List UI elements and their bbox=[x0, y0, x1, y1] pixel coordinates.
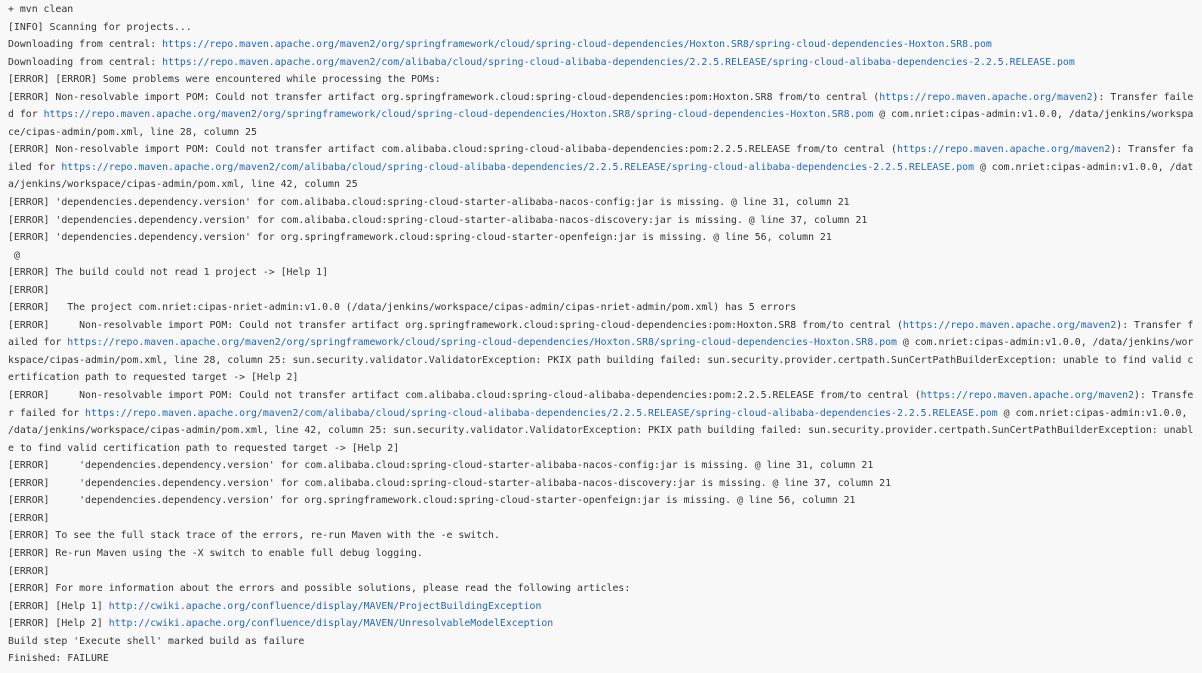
console-link[interactable]: https://repo.maven.apache.org/maven2/com/alibaba/cloud/spring-cloud-alibaba-dependencies/2.2.5.RELEASE/spring-cloud-alibaba-dependencies-2.2.5.RELEASE.pom bbox=[61, 161, 975, 173]
console-link[interactable]: https://repo.maven.apache.org/maven2/org/springframework/cloud/spring-cloud-dependencies/Hoxton.SR8/spring-cloud-dependencies-Hoxton.SR8.pom bbox=[67, 337, 897, 349]
console-text: ): Transfer failed for bbox=[8, 144, 1194, 173]
console-text: [ERROR] bbox=[8, 565, 50, 577]
console-text: ): Transfer failed for bbox=[8, 390, 1194, 419]
console-text: [ERROR] To see the full stack trace of the errors, re-run Maven with the -e switch. bbox=[8, 530, 500, 542]
console-text: ): Transfer failed for bbox=[8, 91, 1194, 121]
console-line bbox=[8, 194, 1194, 212]
console-text: [ERROR] 'dependencies.dependency.version' for org.springframework.cloud:spring-cloud-starter-openfeign:jar is missing. @ line 56, column 21 bbox=[8, 232, 832, 244]
console-line bbox=[8, 510, 1194, 528]
console-line bbox=[8, 264, 1194, 282]
console-text: [ERROR] 'dependencies.dependency.version' for com.alibaba.cloud:spring-cloud-starter-alibaba-nacos-config:jar is missing. @ line 31, column 21 bbox=[8, 197, 850, 209]
console-text: [ERROR] [Help 1] bbox=[8, 600, 109, 612]
console-line bbox=[8, 457, 1194, 475]
console-text: [ERROR] Non-resolvable import POM: Could not transfer artifact org.springframework.cloud:spring-cloud-dependencies:pom:Hoxton.SR8 from/to central ( bbox=[8, 91, 880, 103]
console-link[interactable]: https://repo.maven.apache.org/maven2 bbox=[879, 91, 1093, 103]
console-link[interactable]: https://repo.maven.apache.org/maven2 bbox=[902, 319, 1117, 331]
console-text: [ERROR] Re-run Maven using the -X switch to enable full debug logging. bbox=[8, 547, 423, 559]
console-line bbox=[8, 633, 1194, 651]
console-line bbox=[8, 36, 1194, 54]
console-line bbox=[8, 19, 1194, 37]
console-text: [ERROR] 'dependencies.dependency.version' for org.springframework.cloud:spring-cloud-starter-openfeign:jar is missing. @ line 56, column 21 bbox=[8, 495, 856, 507]
console-line bbox=[8, 54, 1194, 72]
console-text: [ERROR] The project com.nriet:cipas-nriet-admin:v1.0.0 (/data/jenkins/workspace/cipas-admin/cipas-nriet-admin/pom.xml) has 5 errors bbox=[8, 302, 797, 314]
console-line bbox=[8, 317, 1194, 387]
console-line bbox=[8, 527, 1194, 545]
console-text: [ERROR] [ERROR] Some problems were encountered while processing the POMs: bbox=[8, 74, 441, 86]
console-line bbox=[8, 475, 1194, 493]
console-text: [ERROR] [Help 2] bbox=[8, 618, 109, 630]
console-link[interactable]: http://cwiki.apache.org/confluence/display/MAVEN/ProjectBuildingException bbox=[108, 600, 542, 612]
console-text: + mvn clean bbox=[8, 4, 74, 15]
console-line bbox=[8, 247, 1194, 265]
console-text: [ERROR] bbox=[8, 512, 50, 524]
console-line bbox=[8, 141, 1194, 194]
console-line bbox=[8, 545, 1194, 563]
console-link[interactable]: https://repo.maven.apache.org/maven2/org/springframework/cloud/spring-cloud-dependencies/Hoxton.SR8/spring-cloud-dependencies-Hoxton.SR8.pom bbox=[162, 39, 992, 51]
console-line bbox=[8, 563, 1194, 581]
console-link[interactable]: https://repo.maven.apache.org/maven2 bbox=[896, 144, 1111, 156]
console-text: [ERROR] Non-resolvable import POM: Could not transfer artifact org.springframework.cloud:spring-cloud-dependencies:pom:Hoxton.SR8 from/to central ( bbox=[8, 319, 903, 331]
console-line bbox=[8, 282, 1194, 300]
console-line bbox=[8, 1, 1194, 19]
console-line bbox=[8, 229, 1194, 247]
console-link[interactable]: https://repo.maven.apache.org/maven2/com/alibaba/cloud/spring-cloud-alibaba-dependencies/2.2.5.RELEASE/spring-cloud-alibaba-dependencies-2.2.5.RELEASE.pom bbox=[162, 56, 1075, 68]
console-line bbox=[8, 212, 1194, 230]
console-text: [INFO] Scanning for projects... bbox=[8, 21, 192, 33]
console-text: Downloading from central: bbox=[8, 39, 163, 51]
console-text: [ERROR] For more information about the errors and possible solutions, please read the following articles: bbox=[8, 583, 631, 595]
console-text: [ERROR] bbox=[8, 284, 50, 296]
console-text: @ com.nriet:cipas-admin:v1.0.0, /data/jenkins/workspace/cipas-admin/pom.xml, line 42, column 25: sun.security.validator.ValidatorException: PKIX path building failed: sun.security.provider.certpath.SunCertPathBuilderException: unable to find valid certification path to requested target -> [Help 2] bbox=[8, 407, 1194, 454]
console-line bbox=[8, 615, 1194, 633]
console-line bbox=[8, 650, 1194, 668]
console-text: Build step 'Execute shell' marked build as failure bbox=[8, 635, 305, 647]
console-text: [ERROR] 'dependencies.dependency.version' for com.alibaba.cloud:spring-cloud-starter-alibaba-nacos-discovery:jar is missing. @ line 37, column 21 bbox=[8, 477, 892, 489]
console-line bbox=[8, 89, 1194, 142]
console-text: @ com.nriet:cipas-admin:v1.0.0, /data/jenkins/workspace/cipas-admin/pom.xml, line 42, column 25 bbox=[8, 161, 1194, 191]
console-text: [ERROR] Non-resolvable import POM: Could not transfer artifact com.alibaba.cloud:spring-cloud-alibaba-dependencies:pom:2.2.5.RELEASE from/to central ( bbox=[8, 390, 921, 402]
console-line bbox=[8, 299, 1194, 317]
console-text: [ERROR] 'dependencies.dependency.version' for com.alibaba.cloud:spring-cloud-starter-alibaba-nacos-config:jar is missing. @ line 31, column 21 bbox=[8, 460, 874, 472]
console-link[interactable]: https://repo.maven.apache.org/maven2/org/springframework/cloud/spring-cloud-dependencies/Hoxton.SR8/spring-cloud-dependencies-Hoxton.SR8.pom bbox=[43, 109, 874, 121]
console-text: Downloading from central: bbox=[8, 56, 163, 68]
console-link[interactable]: https://repo.maven.apache.org/maven2/com/alibaba/cloud/spring-cloud-alibaba-dependencies/2.2.5.RELEASE/spring-cloud-alibaba-dependencies-2.2.5.RELEASE.pom bbox=[85, 407, 998, 419]
console-text: @ com.nriet:cipas-admin:v1.0.0, /data/jenkins/workspace/cipas-admin/pom.xml, line 28, column 25: sun.security.validator.ValidatorException: PKIX path building failed: sun.security.provider.certpath.SunCertPathBuilderException: unable to find valid certification path to requested target -> [Help 2] bbox=[8, 337, 1194, 384]
console-line bbox=[8, 71, 1194, 89]
console-text: ): Transfer failed for bbox=[8, 319, 1194, 349]
console-line bbox=[8, 598, 1194, 616]
console-link[interactable]: http://cwiki.apache.org/confluence/display/MAVEN/UnresolvableModelException bbox=[108, 618, 554, 630]
console-text: [ERROR] The build could not read 1 project -> [Help 1] bbox=[8, 267, 329, 279]
console-line bbox=[8, 580, 1194, 598]
console-link[interactable]: https://repo.maven.apache.org/maven2 bbox=[920, 390, 1135, 402]
console-text: [ERROR] 'dependencies.dependency.version' for com.alibaba.cloud:spring-cloud-starter-alibaba-nacos-discovery:jar is missing. @ line 37, column 21 bbox=[8, 214, 868, 226]
console-text: Finished: FAILURE bbox=[8, 653, 109, 665]
console-text: [ERROR] Non-resolvable import POM: Could not transfer artifact com.alibaba.cloud:spring-cloud-alibaba-dependencies:pom:2.2.5.RELEASE from/to central ( bbox=[8, 144, 897, 156]
console-line bbox=[8, 492, 1194, 510]
console-line bbox=[8, 387, 1194, 457]
console-text: @ com.nriet:cipas-admin:v1.0.0, /data/jenkins/workspace/cipas-admin/pom.xml, line 28, column 25 bbox=[8, 109, 1194, 138]
console-text: @ bbox=[8, 249, 20, 261]
